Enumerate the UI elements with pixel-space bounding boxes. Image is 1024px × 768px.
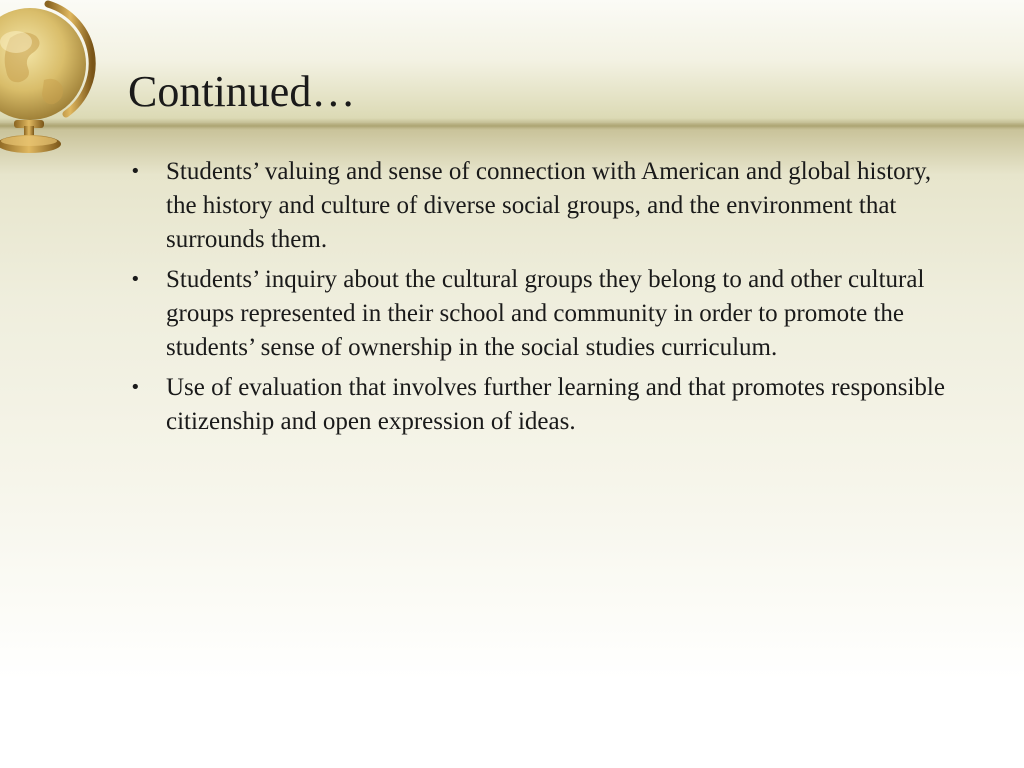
bullet-text: Students’ inquiry about the cultural groups they belong to and other cultural groups represented in their school and community in order to promote the students’ sense of ownership in the social studies curriculum. <box>166 266 925 361</box>
list-item <box>128 263 948 365</box>
bullet-text: Students’ valuing and sense of connection with American and global history, the history and culture of diverse social groups, and the environment that surrounds them. <box>166 158 932 253</box>
bullet-marker: • <box>130 269 141 290</box>
header-divider <box>0 123 1024 129</box>
bullet-text: Use of evaluation that involves further learning and that promotes responsible citizenship and open expression of ideas. <box>166 374 945 435</box>
bullet-marker: • <box>130 161 141 182</box>
list-item <box>128 155 948 257</box>
bullet-marker: • <box>130 377 141 398</box>
slide-title: Continued… <box>128 67 356 116</box>
bullet-list <box>128 155 948 445</box>
globe-icon <box>0 0 100 171</box>
list-item <box>128 371 948 439</box>
